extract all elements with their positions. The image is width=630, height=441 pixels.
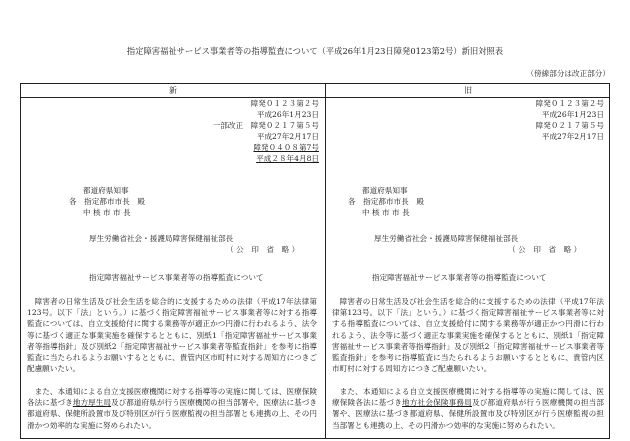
doc-number-line: 平成26年1月23日 [541, 110, 604, 119]
sender-line: 厚生労働省社会・援護局障害保健福祉部長 [89, 234, 234, 243]
doc-number-line: 一部改正 障発０２１７第５号 [212, 121, 319, 130]
subject-line: 指定障害福祉サービス事業者等の指導監査について [89, 273, 264, 282]
seal-omitted: （ 公 印 省 略 ） [226, 245, 300, 254]
changed-text: 地方厚生局 [72, 398, 112, 408]
addressee-line: 都道府県知事 [83, 186, 129, 195]
doc-number-line: 障発０１２３第２号 [535, 99, 604, 108]
addressee-line: 中 核 市 市 長 [83, 208, 131, 217]
doc-number-line: 平成27年2月17日 [256, 132, 319, 141]
doc-number-line-changed: 障発０４０８第7号 [253, 143, 319, 152]
doc-number-line: 平成27年2月17日 [541, 132, 604, 141]
body-paragraph-2: また、本通知による自立支援医療機関に対する指導等の実施に関しては、医療保険各法に基づき地方社会保険事務局及び都道府県が行う医療機関の担当部署や、医療法に基づき都道府県、保健所設置市及び特別区が行う医療監視の担当部署とも連携の上、その円滑かつ効率的な実施に努められたい。 [332, 387, 605, 430]
column-header-old: 旧 [464, 86, 472, 95]
page-title: 指定障害福祉サービス事業者等の指導監査について（平成26年1月23日障発0123第2号）新旧対照表 [126, 46, 504, 56]
doc-number-line-changed: 平成２８年4月8日 [256, 154, 319, 163]
doc-number-line: 平成26年1月23日 [256, 110, 319, 119]
doc-number-line: 障発０２１７第５号 [535, 121, 604, 130]
column-header-new: 新 [169, 86, 177, 95]
body-paragraph-1: 障害者の日常生活及び社会生活を総合的に支援するための法律（平成17年法律第123号。以下「法」という。）に基づく指定障害福祉サービス事業者等に対する指導監査については、自立支援給付に関する業務等が適正かつ円滑に行われるよう、法令等に基づく適正な事業実施を確保するとともに、別紙1「指定障害福祉サービス事業者等指導指針」及び別紙2「指定障害福祉サービス事業者等監査指針」を参考に指導監査に当たられるようお願いするとともに、貴管内区市町村に対する周知方につきご配慮願いたい。 [27, 297, 317, 374]
body-paragraph-2: また、本通知による自立支援医療機関に対する指導等の実施に関しては、医療保険各法に基づき地方厚生局及び都道府県が行う医療機関の担当部署や、医療法に基づき都道府県、保健所設置市及び特別区が行う医療監視の担当部署とも連携の上、その円滑かつ効率的な実施に努められたい。 [27, 387, 318, 430]
new-column [21, 98, 325, 438]
doc-number-line: 障発０１２３第２号 [250, 99, 319, 108]
changed-text: 地方社会保険事務局 [402, 398, 472, 408]
comparison-table [20, 83, 610, 439]
sender-line: 厚生労働省社会・援護局障害保健福祉部長 [374, 234, 519, 243]
body-paragraph-1: 障害者の日常生活及び社会生活を総合的に支援するための法律（平成17年法律第123号。以下「法」という。）に基づく指定障害福祉サービス事業者等に対する指導監査については、自立支援給付に関する業務等が適正かつ円滑に行われるよう、法令等に基づく適正な事業実施を確保するとともに、別紙1「指定障害福祉サービス事業者等指導指針」及び別紙2「指定障害福祉サービス事業者等監査指針」を参考に指導監査に当たられるようお願いするとともに、貴管内区市町村に対する周知方につきご配慮願いたい。 [332, 297, 604, 374]
addressee-line: 都道府県知事 [362, 186, 408, 195]
seal-omitted: （ 公 印 省 略 ） [508, 245, 582, 254]
subject-line: 指定障害福祉サービス事業者等の指導監査について [372, 273, 547, 282]
addressee-line: 各 指定都市市長 殿 [348, 197, 424, 206]
addressee-line: 中 核 市 市 長 [362, 208, 410, 217]
old-column [326, 98, 610, 438]
underline-note: （傍線部分は改正部分） [526, 69, 610, 78]
addressee-line: 各 指定都市市長 殿 [69, 197, 145, 206]
